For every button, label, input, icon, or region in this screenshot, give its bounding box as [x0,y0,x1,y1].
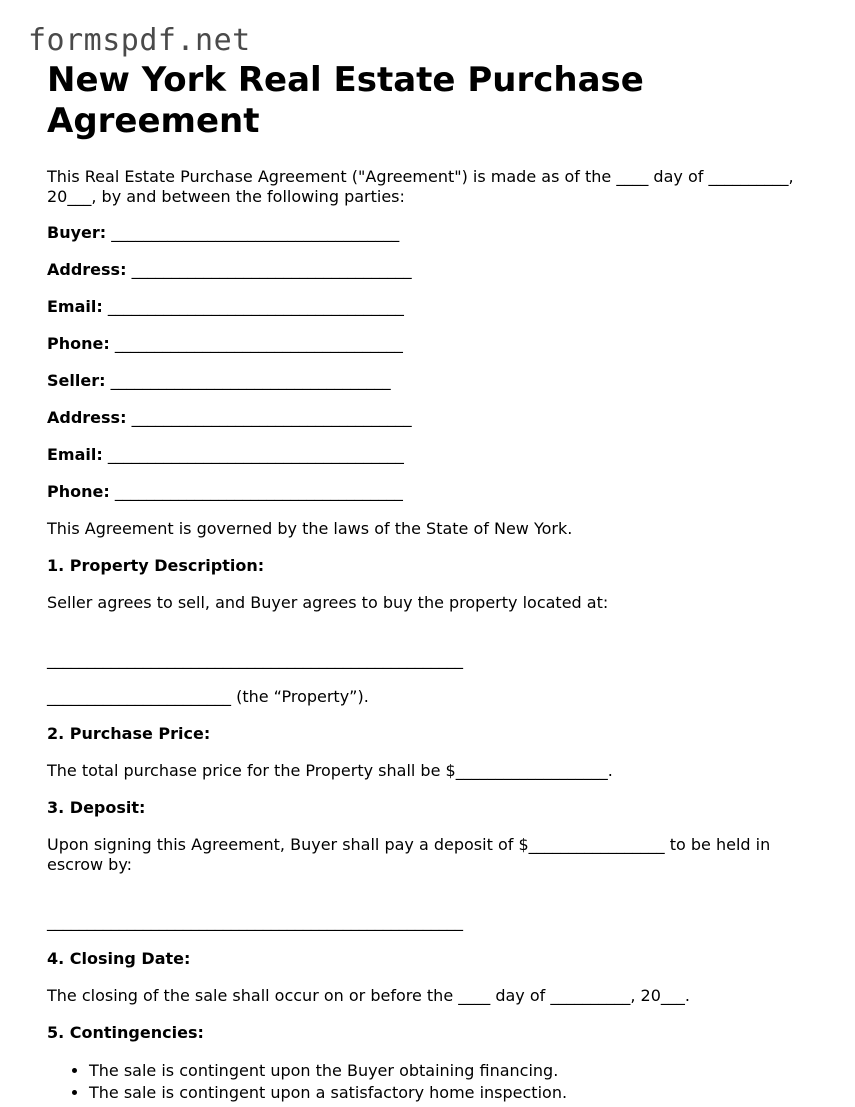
seller-email-blank[interactable]: _____________________________________ [107,445,404,464]
buyer-address-field[interactable] [47,260,817,280]
document-page [47,60,817,1104]
governing-law-text: This Agreement is governed by the laws of the State of New York. [47,519,573,538]
section-deposit-heading: 3. Deposit: [47,798,146,817]
section-contingencies-heading: 5. Contingencies: [47,1023,204,1042]
seller-address-label: Address: [47,408,127,427]
buyer-email-label: Email: [47,297,103,316]
list-item: • The sale is contingent upon the Buyer obtaining financing. [89,1060,817,1082]
property-address-line-2[interactable]: _______________________ (the “Property”). [47,687,369,706]
section-closing-text: The closing of the sale shall occur on or before the ____ day of __________, 20___. [47,986,690,1005]
buyer-name-label: Buyer: [47,223,107,242]
page-title: New York Real Estate Purchase Agreement [47,60,644,141]
seller-email-field[interactable] [47,445,817,465]
escrow-holder-line[interactable]: ____________________________________________________ [47,912,463,931]
buyer-address-blank[interactable]: ___________________________________ [131,260,412,279]
buyer-phone-field[interactable] [47,334,817,354]
section-property-heading: 1. Property Description: [47,556,265,575]
list-item: • The sale is contingent upon a satisfactory home inspection. [89,1082,817,1104]
buyer-email-blank[interactable]: _____________________________________ [107,297,404,316]
section-closing-heading: 4. Closing Date: [47,949,191,968]
property-address-line-1[interactable]: ____________________________________________________ [47,650,463,669]
seller-phone-label: Phone: [47,482,110,501]
section-price-text: The total purchase price for the Property shall be $___________________. [47,761,613,780]
buyer-name-blank[interactable]: ____________________________________ [111,223,400,242]
buyer-phone-label: Phone: [47,334,110,353]
section-property-text: Seller agrees to sell, and Buyer agrees to buy the property located at: [47,593,609,612]
buyer-name-field[interactable] [47,223,817,243]
section-deposit-text: Upon signing this Agreement, Buyer shall pay a deposit of $_________________ to be held in escrow by: [47,835,771,874]
contingencies-list [47,1060,817,1104]
buyer-address-label: Address: [47,260,127,279]
seller-name-field[interactable] [47,371,817,391]
intro-paragraph: This Real Estate Purchase Agreement ("Agreement") is made as of the ____ day of __________, 20___, by and between the following parties: [47,167,794,206]
seller-name-label: Seller: [47,371,106,390]
buyer-phone-blank[interactable]: ____________________________________ [114,334,403,353]
seller-email-label: Email: [47,445,103,464]
watermark: formspdf.net [28,23,251,58]
seller-address-field[interactable] [47,408,817,428]
seller-address-blank[interactable]: ___________________________________ [131,408,412,427]
seller-name-blank[interactable]: ___________________________________ [110,371,391,390]
seller-phone-field[interactable] [47,482,817,502]
buyer-email-field[interactable] [47,297,817,317]
seller-phone-blank[interactable]: ____________________________________ [114,482,403,501]
section-price-heading: 2. Purchase Price: [47,724,211,743]
